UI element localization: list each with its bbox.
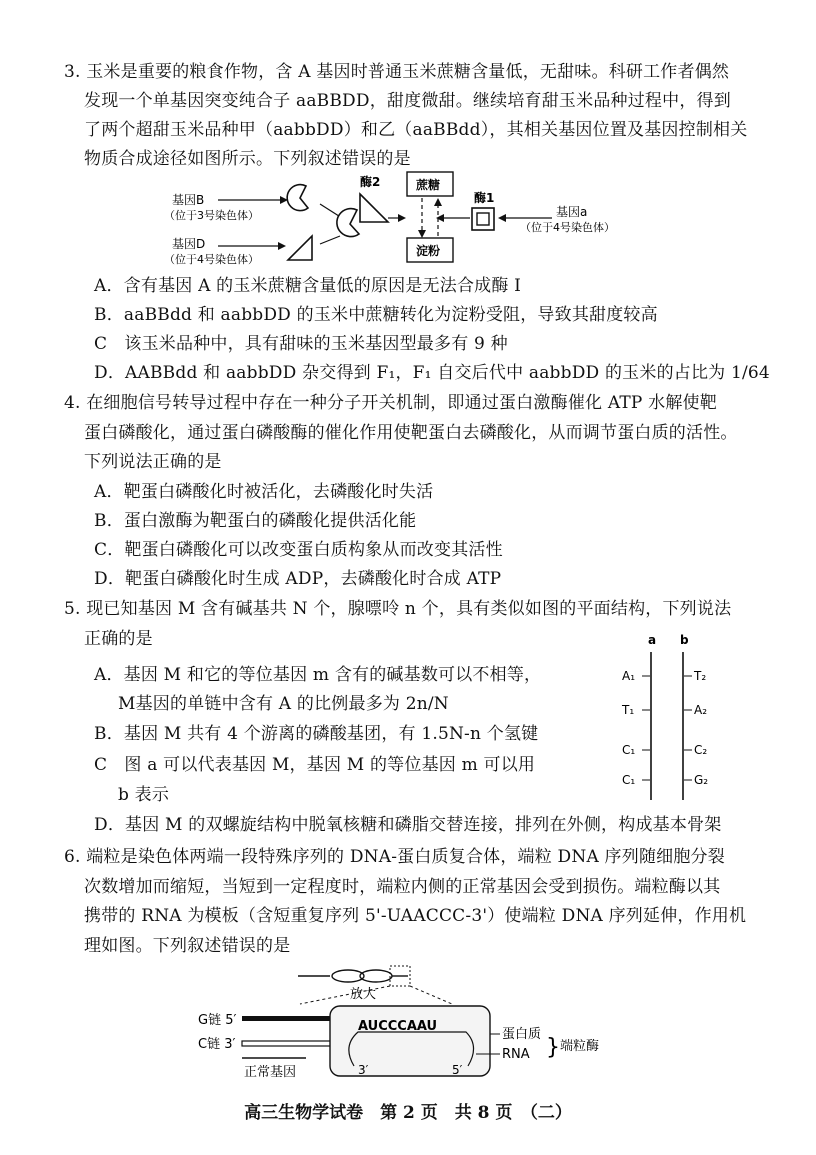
q3-option-c: C 该玉米品种中，具有甜味的玉米基因型最多有 9 种 bbox=[94, 334, 508, 354]
gene-a-label: 基因a bbox=[556, 205, 588, 219]
right-base-2: A₂ bbox=[694, 703, 708, 717]
right-base-1: T₂ bbox=[694, 669, 707, 683]
q3-stem-line-1: 3. 玉米是重要的粮食作物，含 A 基因时普通玉米蔗糖含量低，无甜味。科研工作者偶然 bbox=[64, 62, 730, 82]
q5-option-c: C 图 a 可以代表基因 M，基因 M 的等位基因 m 可以用 bbox=[94, 755, 536, 775]
enzyme-d-shape bbox=[288, 236, 312, 260]
g-chain-label: G链 5′ bbox=[198, 1013, 237, 1028]
right-base-3: C₂ bbox=[694, 743, 708, 757]
q5-option-d: D．基因 M 的双螺旋结构中脱氧核糖和磷脂交替连接，排列在外侧，构成基本骨架 bbox=[94, 815, 722, 835]
q6-telomerase-figure bbox=[190, 962, 620, 1090]
q4-stem-line-1: 4. 在细胞信号转导过程中存在一种分子开关机制，即通过蛋白激酶催化 ATP 水解使靶 bbox=[64, 393, 717, 413]
q6-stem-line-4: 理如图。下列叙述错误的是 bbox=[84, 936, 291, 956]
q3-option-b: B．aaBBdd 和 aabbDD 的玉米中蔗糖转化为淀粉受阻，导致其甜度较高 bbox=[94, 305, 658, 325]
left-base-1: A₁ bbox=[622, 669, 636, 683]
gene-d-location: （位于4号染色体） bbox=[164, 253, 259, 266]
q3-stem-line-3: 了两个超甜玉米品种甲（aabbDD）和乙（aaBBdd），其相关基因位置及基因控制相关 bbox=[84, 120, 748, 140]
gene-b-label: 基因B bbox=[172, 193, 205, 207]
gene-d-label: 基因D bbox=[172, 237, 206, 251]
q4-option-d: D．靶蛋白磷酸化时生成 ADP，去磷酸化时合成 ATP bbox=[94, 569, 502, 589]
gene-a-location: （位于4号染色体） bbox=[520, 221, 615, 234]
q6-stem-line-1: 6. 端粒是染色体两端一段特殊序列的 DNA-蛋白质复合体，端粒 DNA 序列随细胞分裂 bbox=[64, 847, 725, 867]
q5-stem-line-2: 正确的是 bbox=[84, 629, 153, 649]
q3-pathway-diagram bbox=[160, 168, 650, 268]
chromosome-shape bbox=[332, 970, 364, 982]
q4-option-a: A．靶蛋白磷酸化时被活化，去磷酸化时失活 bbox=[94, 482, 434, 502]
rna-sequence: AUCCCAAU bbox=[358, 1019, 438, 1034]
q3-option-d: D．AABBdd 和 aabbDD 杂交得到 F₁，F₁ 自交后代中 aabbDD 的玉米的占比为 1/64 bbox=[94, 363, 770, 383]
q5-dna-strand-figure bbox=[612, 632, 722, 804]
strand-b-label: b bbox=[680, 633, 689, 647]
q4-stem-line-3: 下列说法正确的是 bbox=[84, 452, 222, 472]
left-base-2: T₁ bbox=[622, 703, 635, 717]
left-base-4: C₁ bbox=[622, 773, 636, 787]
q3-stem-line-2: 发现一个单基因突变纯合子 aaBBDD，甜度微甜。继续培育甜玉米品种过程中，得到 bbox=[84, 91, 731, 111]
q5-option-c-cont: b 表示 bbox=[118, 785, 170, 805]
normal-gene-label: 正常基因 bbox=[244, 1065, 297, 1080]
rna-3-end: 3′ bbox=[358, 1063, 369, 1077]
q3-stem-line-4: 物质合成途径如图所示。下列叙述错误的是 bbox=[84, 149, 411, 169]
enzyme-b-shape bbox=[287, 185, 308, 211]
rna-label: RNA bbox=[502, 1047, 530, 1062]
enzyme2-label: 酶2 bbox=[360, 175, 381, 189]
page-footer: 高三生物学试卷 第 2 页 共 8 页 （二） bbox=[244, 1103, 572, 1123]
telomerase-label: 端粒酶 bbox=[560, 1039, 600, 1054]
q5-option-a-cont: M基因的单链中含有 A 的比例最多为 2n/N bbox=[118, 694, 449, 714]
q5-option-a: A．基因 M 和它的等位基因 m 含有的碱基数可以不相等， bbox=[94, 665, 542, 685]
left-base-3: C₁ bbox=[622, 743, 636, 757]
q4-stem-line-2: 蛋白磷酸化，通过蛋白磷酸酶的催化作用使靶蛋白去磷酸化，从而调节蛋白质的活性。 bbox=[84, 423, 738, 443]
q4-option-b: B．蛋白激酶为靶蛋白的磷酸化提供活化能 bbox=[94, 511, 417, 531]
q6-stem-line-3: 携带的 RNA 为模板（含短重复序列 5'-UAACCC-3'）使端粒 DNA 序列延伸，作用机 bbox=[84, 906, 747, 926]
strand-a-label: a bbox=[648, 633, 657, 647]
q5-option-b: B．基因 M 共有 4 个游离的磷酸基团，有 1.5N-n 个氢键 bbox=[94, 724, 539, 744]
q5-stem-line-1: 5. 现已知基因 M 含有碱基共 N 个，腺嘌呤 n 个，具有类似如图的平面结构，下列说法 bbox=[64, 599, 732, 619]
rna-5-end: 5′ bbox=[452, 1063, 463, 1077]
brace: } bbox=[546, 1035, 560, 1060]
enzyme1-label: 酶1 bbox=[474, 191, 495, 205]
q3-option-a: A．含有基因 A 的玉米蔗糖含量低的原因是无法合成酶 I bbox=[94, 276, 522, 296]
q6-stem-line-2: 次数增加而缩短，当短到一定程度时，端粒内侧的正常基因会受到损伤。端粒酶以其 bbox=[84, 877, 721, 897]
gene-b-location: （位于3号染色体） bbox=[164, 209, 259, 222]
right-base-4: G₂ bbox=[694, 773, 709, 787]
protein-label: 蛋白质 bbox=[502, 1027, 542, 1042]
c-chain-label: C链 3′ bbox=[198, 1037, 236, 1052]
sucrose-label: 蔗糖 bbox=[416, 178, 441, 192]
zoom-label: 放大 bbox=[350, 987, 377, 1002]
starch-label: 淀粉 bbox=[416, 244, 441, 258]
q4-option-c: C．靶蛋白磷酸化可以改变蛋白质构象从而改变其活性 bbox=[94, 540, 503, 560]
enzyme2-shape bbox=[360, 194, 388, 222]
